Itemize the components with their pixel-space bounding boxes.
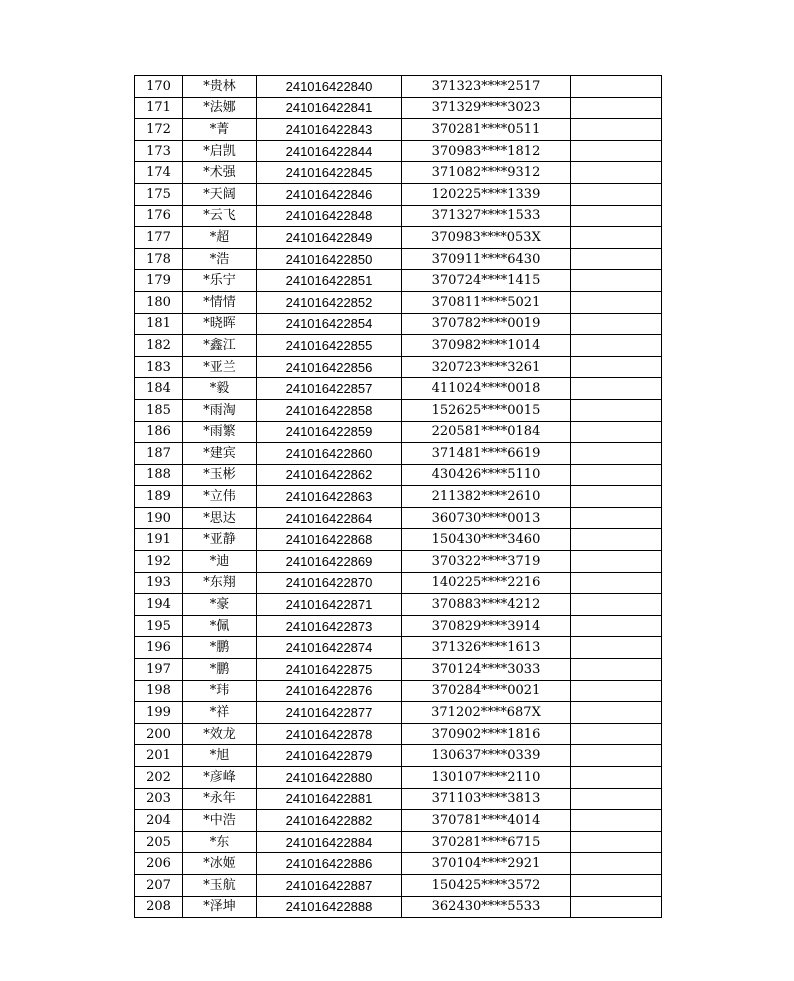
id-number-cell: 370281****6715 — [402, 831, 571, 853]
name-cell: *天阔 — [183, 183, 257, 205]
roster-table — [134, 75, 662, 918]
table-row — [135, 659, 662, 681]
remark-cell — [571, 810, 662, 832]
remark-cell — [571, 702, 662, 724]
row-number-cell: 181 — [135, 313, 183, 335]
name-cell: *雨淘 — [183, 399, 257, 421]
row-number-cell: 196 — [135, 637, 183, 659]
id-number-cell: 370281****0511 — [402, 119, 571, 141]
remark-cell — [571, 313, 662, 335]
exam-number-cell: 241016422851 — [257, 270, 402, 292]
exam-number-cell: 241016422852 — [257, 291, 402, 313]
remark-cell — [571, 551, 662, 573]
name-cell: *超 — [183, 227, 257, 249]
exam-number-cell: 241016422857 — [257, 378, 402, 400]
name-cell: *术强 — [183, 162, 257, 184]
table-row — [135, 97, 662, 119]
id-number-cell: 362430****5533 — [402, 896, 571, 918]
remark-cell — [571, 291, 662, 313]
name-cell: *永年 — [183, 788, 257, 810]
table-row — [135, 313, 662, 335]
remark-cell — [571, 335, 662, 357]
table-row — [135, 896, 662, 918]
remark-cell — [571, 443, 662, 465]
remark-cell — [571, 723, 662, 745]
table-row — [135, 183, 662, 205]
exam-number-cell: 241016422841 — [257, 97, 402, 119]
table-row — [135, 507, 662, 529]
remark-cell — [571, 486, 662, 508]
table-row — [135, 745, 662, 767]
id-number-cell: 130637****0339 — [402, 745, 571, 767]
id-number-cell: 370829****3914 — [402, 615, 571, 637]
remark-cell — [571, 659, 662, 681]
roster-body — [135, 76, 662, 918]
exam-number-cell: 241016422873 — [257, 615, 402, 637]
exam-number-cell: 241016422870 — [257, 572, 402, 594]
exam-number-cell: 241016422844 — [257, 140, 402, 162]
name-cell: *晓晖 — [183, 313, 257, 335]
row-number-cell: 198 — [135, 680, 183, 702]
id-number-cell: 411024****0018 — [402, 378, 571, 400]
remark-cell — [571, 615, 662, 637]
exam-number-cell: 241016422846 — [257, 183, 402, 205]
row-number-cell: 193 — [135, 572, 183, 594]
row-number-cell: 184 — [135, 378, 183, 400]
name-cell: *法娜 — [183, 97, 257, 119]
remark-cell — [571, 853, 662, 875]
row-number-cell: 187 — [135, 443, 183, 465]
row-number-cell: 185 — [135, 399, 183, 421]
row-number-cell: 183 — [135, 356, 183, 378]
exam-number-cell: 241016422860 — [257, 443, 402, 465]
name-cell: *亚静 — [183, 529, 257, 551]
row-number-cell: 191 — [135, 529, 183, 551]
exam-number-cell: 241016422874 — [257, 637, 402, 659]
exam-number-cell: 241016422848 — [257, 205, 402, 227]
exam-number-cell: 241016422876 — [257, 680, 402, 702]
exam-number-cell: 241016422864 — [257, 507, 402, 529]
name-cell: *旭 — [183, 745, 257, 767]
table-row — [135, 810, 662, 832]
table-row — [135, 399, 662, 421]
exam-number-cell: 241016422884 — [257, 831, 402, 853]
name-cell: *鹏 — [183, 637, 257, 659]
row-number-cell: 186 — [135, 421, 183, 443]
id-number-cell: 430426****5110 — [402, 464, 571, 486]
exam-number-cell: 241016422868 — [257, 529, 402, 551]
name-cell: *中浩 — [183, 810, 257, 832]
table-row — [135, 831, 662, 853]
table-row — [135, 205, 662, 227]
id-number-cell: 152625****0015 — [402, 399, 571, 421]
id-number-cell: 360730****0013 — [402, 507, 571, 529]
name-cell: *雨繁 — [183, 421, 257, 443]
table-row — [135, 421, 662, 443]
id-number-cell: 370284****0021 — [402, 680, 571, 702]
id-number-cell: 150425****3572 — [402, 874, 571, 896]
id-number-cell: 370983****053X — [402, 227, 571, 249]
row-number-cell: 190 — [135, 507, 183, 529]
remark-cell — [571, 874, 662, 896]
row-number-cell: 197 — [135, 659, 183, 681]
name-cell: *玮 — [183, 680, 257, 702]
table-row — [135, 76, 662, 98]
row-number-cell: 204 — [135, 810, 183, 832]
remark-cell — [571, 464, 662, 486]
id-number-cell: 371202****687X — [402, 702, 571, 724]
exam-number-cell: 241016422859 — [257, 421, 402, 443]
name-cell: *思达 — [183, 507, 257, 529]
id-number-cell: 370911****6430 — [402, 248, 571, 270]
id-number-cell: 370883****4212 — [402, 594, 571, 616]
exam-number-cell: 241016422877 — [257, 702, 402, 724]
exam-number-cell: 241016422854 — [257, 313, 402, 335]
remark-cell — [571, 205, 662, 227]
id-number-cell: 371327****1533 — [402, 205, 571, 227]
exam-number-cell: 241016422886 — [257, 853, 402, 875]
table-row — [135, 248, 662, 270]
exam-number-cell: 241016422850 — [257, 248, 402, 270]
row-number-cell: 173 — [135, 140, 183, 162]
row-number-cell: 195 — [135, 615, 183, 637]
remark-cell — [571, 356, 662, 378]
table-row — [135, 227, 662, 249]
table-row — [135, 853, 662, 875]
table-row — [135, 291, 662, 313]
row-number-cell: 177 — [135, 227, 183, 249]
name-cell: *东 — [183, 831, 257, 853]
exam-number-cell: 241016422881 — [257, 788, 402, 810]
id-number-cell: 370781****4014 — [402, 810, 571, 832]
id-number-cell: 371329****3023 — [402, 97, 571, 119]
table-row — [135, 119, 662, 141]
exam-number-cell: 241016422845 — [257, 162, 402, 184]
row-number-cell: 192 — [135, 551, 183, 573]
id-number-cell: 371323****2517 — [402, 76, 571, 98]
remark-cell — [571, 788, 662, 810]
remark-cell — [571, 140, 662, 162]
table-row — [135, 335, 662, 357]
remark-cell — [571, 507, 662, 529]
table-row — [135, 680, 662, 702]
id-number-cell: 370724****1415 — [402, 270, 571, 292]
exam-number-cell: 241016422856 — [257, 356, 402, 378]
name-cell: *浩 — [183, 248, 257, 270]
table-row — [135, 270, 662, 292]
table-row — [135, 443, 662, 465]
name-cell: *豪 — [183, 594, 257, 616]
table-row — [135, 378, 662, 400]
name-cell: *建宾 — [183, 443, 257, 465]
row-number-cell: 200 — [135, 723, 183, 745]
name-cell: *鑫江 — [183, 335, 257, 357]
remark-cell — [571, 162, 662, 184]
name-cell: *贵林 — [183, 76, 257, 98]
exam-number-cell: 241016422882 — [257, 810, 402, 832]
exam-number-cell: 241016422880 — [257, 767, 402, 789]
remark-cell — [571, 421, 662, 443]
name-cell: *情情 — [183, 291, 257, 313]
table-row — [135, 140, 662, 162]
remark-cell — [571, 680, 662, 702]
name-cell: *彦峰 — [183, 767, 257, 789]
row-number-cell: 178 — [135, 248, 183, 270]
name-cell: *祥 — [183, 702, 257, 724]
remark-cell — [571, 637, 662, 659]
id-number-cell: 370902****1816 — [402, 723, 571, 745]
id-number-cell: 120225****1339 — [402, 183, 571, 205]
remark-cell — [571, 399, 662, 421]
row-number-cell: 205 — [135, 831, 183, 853]
remark-cell — [571, 270, 662, 292]
remark-cell — [571, 119, 662, 141]
id-number-cell: 211382****2610 — [402, 486, 571, 508]
table-row — [135, 594, 662, 616]
table-row — [135, 529, 662, 551]
remark-cell — [571, 572, 662, 594]
id-number-cell: 370811****5021 — [402, 291, 571, 313]
name-cell: *泽坤 — [183, 896, 257, 918]
table-row — [135, 874, 662, 896]
id-number-cell: 320723****3261 — [402, 356, 571, 378]
name-cell: *冰姬 — [183, 853, 257, 875]
exam-number-cell: 241016422879 — [257, 745, 402, 767]
id-number-cell: 370982****1014 — [402, 335, 571, 357]
remark-cell — [571, 378, 662, 400]
row-number-cell: 176 — [135, 205, 183, 227]
row-number-cell: 170 — [135, 76, 183, 98]
exam-number-cell: 241016422858 — [257, 399, 402, 421]
row-number-cell: 208 — [135, 896, 183, 918]
table-row — [135, 723, 662, 745]
name-cell: *启凯 — [183, 140, 257, 162]
row-number-cell: 182 — [135, 335, 183, 357]
row-number-cell: 207 — [135, 874, 183, 896]
exam-number-cell: 241016422878 — [257, 723, 402, 745]
exam-number-cell: 241016422862 — [257, 464, 402, 486]
row-number-cell: 179 — [135, 270, 183, 292]
exam-number-cell: 241016422849 — [257, 227, 402, 249]
remark-cell — [571, 227, 662, 249]
name-cell: *东翔 — [183, 572, 257, 594]
row-number-cell: 202 — [135, 767, 183, 789]
exam-number-cell: 241016422875 — [257, 659, 402, 681]
name-cell: *效龙 — [183, 723, 257, 745]
id-number-cell: 371326****1613 — [402, 637, 571, 659]
remark-cell — [571, 896, 662, 918]
name-cell: *鹏 — [183, 659, 257, 681]
table-row — [135, 464, 662, 486]
name-cell: *迪 — [183, 551, 257, 573]
remark-cell — [571, 97, 662, 119]
table-row — [135, 767, 662, 789]
remark-cell — [571, 594, 662, 616]
name-cell: *玉航 — [183, 874, 257, 896]
id-number-cell: 371082****9312 — [402, 162, 571, 184]
row-number-cell: 203 — [135, 788, 183, 810]
name-cell: *亚兰 — [183, 356, 257, 378]
row-number-cell: 194 — [135, 594, 183, 616]
name-cell: *菁 — [183, 119, 257, 141]
row-number-cell: 175 — [135, 183, 183, 205]
id-number-cell: 150430****3460 — [402, 529, 571, 551]
id-number-cell: 371103****3813 — [402, 788, 571, 810]
row-number-cell: 174 — [135, 162, 183, 184]
row-number-cell: 172 — [135, 119, 183, 141]
remark-cell — [571, 767, 662, 789]
remark-cell — [571, 745, 662, 767]
exam-number-cell: 241016422888 — [257, 896, 402, 918]
exam-number-cell: 241016422855 — [257, 335, 402, 357]
name-cell: *佩 — [183, 615, 257, 637]
row-number-cell: 199 — [135, 702, 183, 724]
exam-number-cell: 241016422863 — [257, 486, 402, 508]
remark-cell — [571, 831, 662, 853]
id-number-cell: 370104****2921 — [402, 853, 571, 875]
exam-number-cell: 241016422843 — [257, 119, 402, 141]
id-number-cell: 371481****6619 — [402, 443, 571, 465]
table-row — [135, 637, 662, 659]
row-number-cell: 180 — [135, 291, 183, 313]
id-number-cell: 370782****0019 — [402, 313, 571, 335]
row-number-cell: 189 — [135, 486, 183, 508]
exam-number-cell: 241016422869 — [257, 551, 402, 573]
table-row — [135, 356, 662, 378]
table-row — [135, 572, 662, 594]
table-row — [135, 486, 662, 508]
id-number-cell: 370322****3719 — [402, 551, 571, 573]
remark-cell — [571, 183, 662, 205]
exam-number-cell: 241016422871 — [257, 594, 402, 616]
name-cell: *玉彬 — [183, 464, 257, 486]
table-row — [135, 702, 662, 724]
row-number-cell: 206 — [135, 853, 183, 875]
row-number-cell: 188 — [135, 464, 183, 486]
exam-number-cell: 241016422887 — [257, 874, 402, 896]
name-cell: *毅 — [183, 378, 257, 400]
id-number-cell: 220581****0184 — [402, 421, 571, 443]
row-number-cell: 201 — [135, 745, 183, 767]
id-number-cell: 140225****2216 — [402, 572, 571, 594]
id-number-cell: 130107****2110 — [402, 767, 571, 789]
exam-number-cell: 241016422840 — [257, 76, 402, 98]
table-row — [135, 788, 662, 810]
table-row — [135, 551, 662, 573]
name-cell: *乐宁 — [183, 270, 257, 292]
name-cell: *立伟 — [183, 486, 257, 508]
id-number-cell: 370983****1812 — [402, 140, 571, 162]
table-row — [135, 615, 662, 637]
row-number-cell: 171 — [135, 97, 183, 119]
remark-cell — [571, 76, 662, 98]
id-number-cell: 370124****3033 — [402, 659, 571, 681]
table-row — [135, 162, 662, 184]
remark-cell — [571, 529, 662, 551]
remark-cell — [571, 248, 662, 270]
name-cell: *云飞 — [183, 205, 257, 227]
